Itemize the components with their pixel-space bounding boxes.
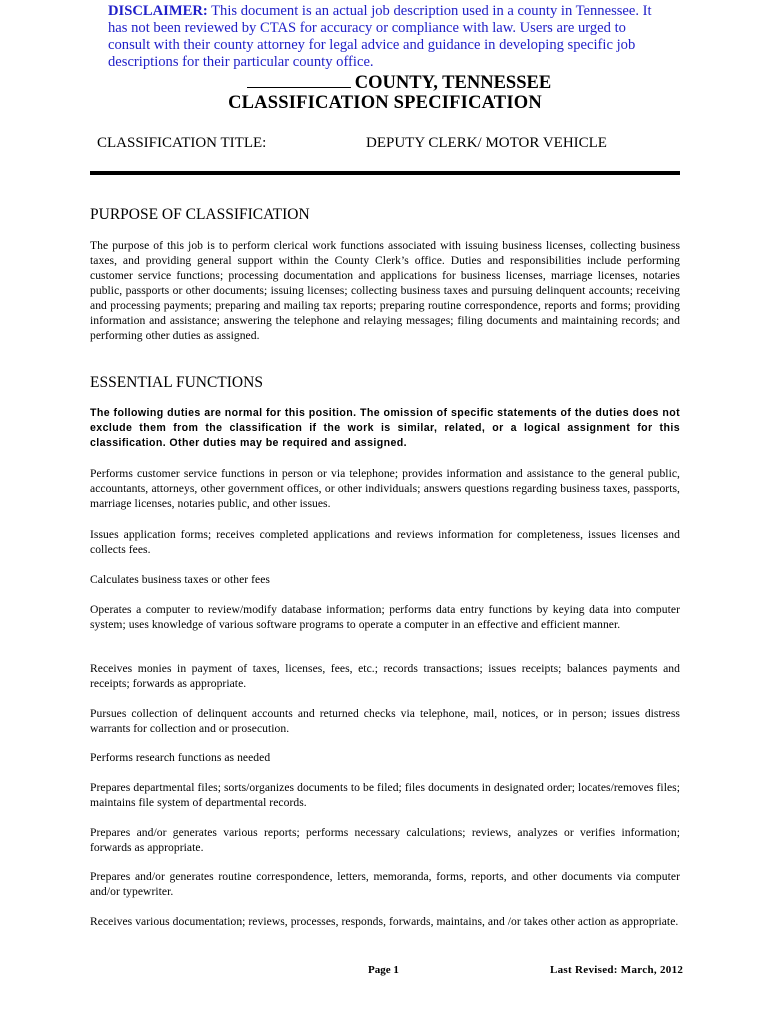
classification-spec-heading: CLASSIFICATION SPECIFICATION: [228, 93, 542, 113]
essential-item: Receives monies in payment of taxes, licenses, fees, etc.; records transactions; issues receipts; balances payments and receipts; forwards as appropriate.: [90, 662, 680, 690]
classification-title-value: DEPUTY CLERK/ MOTOR VEHICLE: [366, 135, 607, 151]
essential-item: Receives various documentation; reviews, processes, responds, forwards, maintains, and /or takes other action as appropriate.: [90, 915, 679, 928]
essential-item: Operates a computer to review/modify database information; performs data entry functions by keying data into computer system; uses knowledge of various software programs to operate a computer in an effective and efficient manner.: [90, 603, 680, 631]
purpose-heading: PURPOSE OF CLASSIFICATION: [90, 206, 310, 223]
essential-functions-intro: The following duties are normal for this position. The omission of specific statements of the duties does not exclude them from the classification if the work is similar, related, or a logical assignment for this classification. Other duties may be required and assigned.: [90, 407, 680, 449]
section-divider: [90, 171, 680, 175]
essential-item: Performs customer service functions in person or via telephone; provides information and assistance to the general public, accountants, attorneys, other government offices, or other individuals; answers questions regarding business taxes, passports, marriage licenses, notaries public, and other issues.: [90, 467, 680, 510]
essential-functions-heading: ESSENTIAL FUNCTIONS: [90, 374, 263, 391]
essential-item: Prepares and/or generates routine correspondence, letters, memoranda, forms, reports, and other documents via computer and/or typewriter.: [90, 870, 680, 898]
essential-item: Performs research functions as needed: [90, 751, 271, 764]
essential-item: Prepares and/or generates various reports; performs necessary calculations; reviews, analyzes or verifies information; forwards as appropriate.: [90, 826, 680, 854]
essential-item: Pursues collection of delinquent accounts and returned checks via telephone, mail, notices, or in person; issues distress warrants for collection and or prosecution.: [90, 707, 680, 735]
classification-title-label: CLASSIFICATION TITLE:: [97, 135, 267, 151]
essential-item: Prepares departmental files; sorts/organizes documents to be filed; files documents in designated order; locates/removes files; maintains file system of departmental records.: [90, 781, 680, 809]
essential-item: Calculates business taxes or other fees: [90, 573, 270, 586]
county-name-blank: [247, 71, 351, 88]
disclaimer-text: This document is an actual job description used in a county in Tennessee. It has not been reviewed by CTAS for accuracy or compliance with law. Users are urged to consult with their county attorney for legal advice and guidance in developing specific job descriptions for their particular county office.: [108, 3, 652, 70]
purpose-paragraph: The purpose of this job is to perform clerical work functions associated with issuing business licenses, collecting business taxes, and providing general support within the County Clerk’s office. Duties and responsibilities include performing customer service functions; processing documentation and applications for business licenses, marriage licenses, notaries public, passports or other documents; issuing licenses; collecting business taxes and pursuing delinquent accounts; receiving and processing payments; preparing and mailing tax reports; preparing routine correspondence, reports and forms; providing information and assistance; answering the telephone and relaying messages; filing documents and maintaining records; and performing other duties as assigned.: [90, 239, 680, 342]
county-heading: [0, 71, 770, 94]
disclaimer-lead: DISCLAIMER:: [108, 3, 208, 19]
disclaimer-block: [108, 3, 668, 71]
page-number: Page 1: [368, 964, 399, 976]
county-heading-text: COUNTY, TENNESSEE: [354, 73, 552, 93]
last-revised: Last Revised: March, 2012: [550, 964, 684, 976]
essential-item: Issues application forms; receives completed applications and reviews information for completeness, issues licenses and collects fees.: [90, 528, 680, 556]
